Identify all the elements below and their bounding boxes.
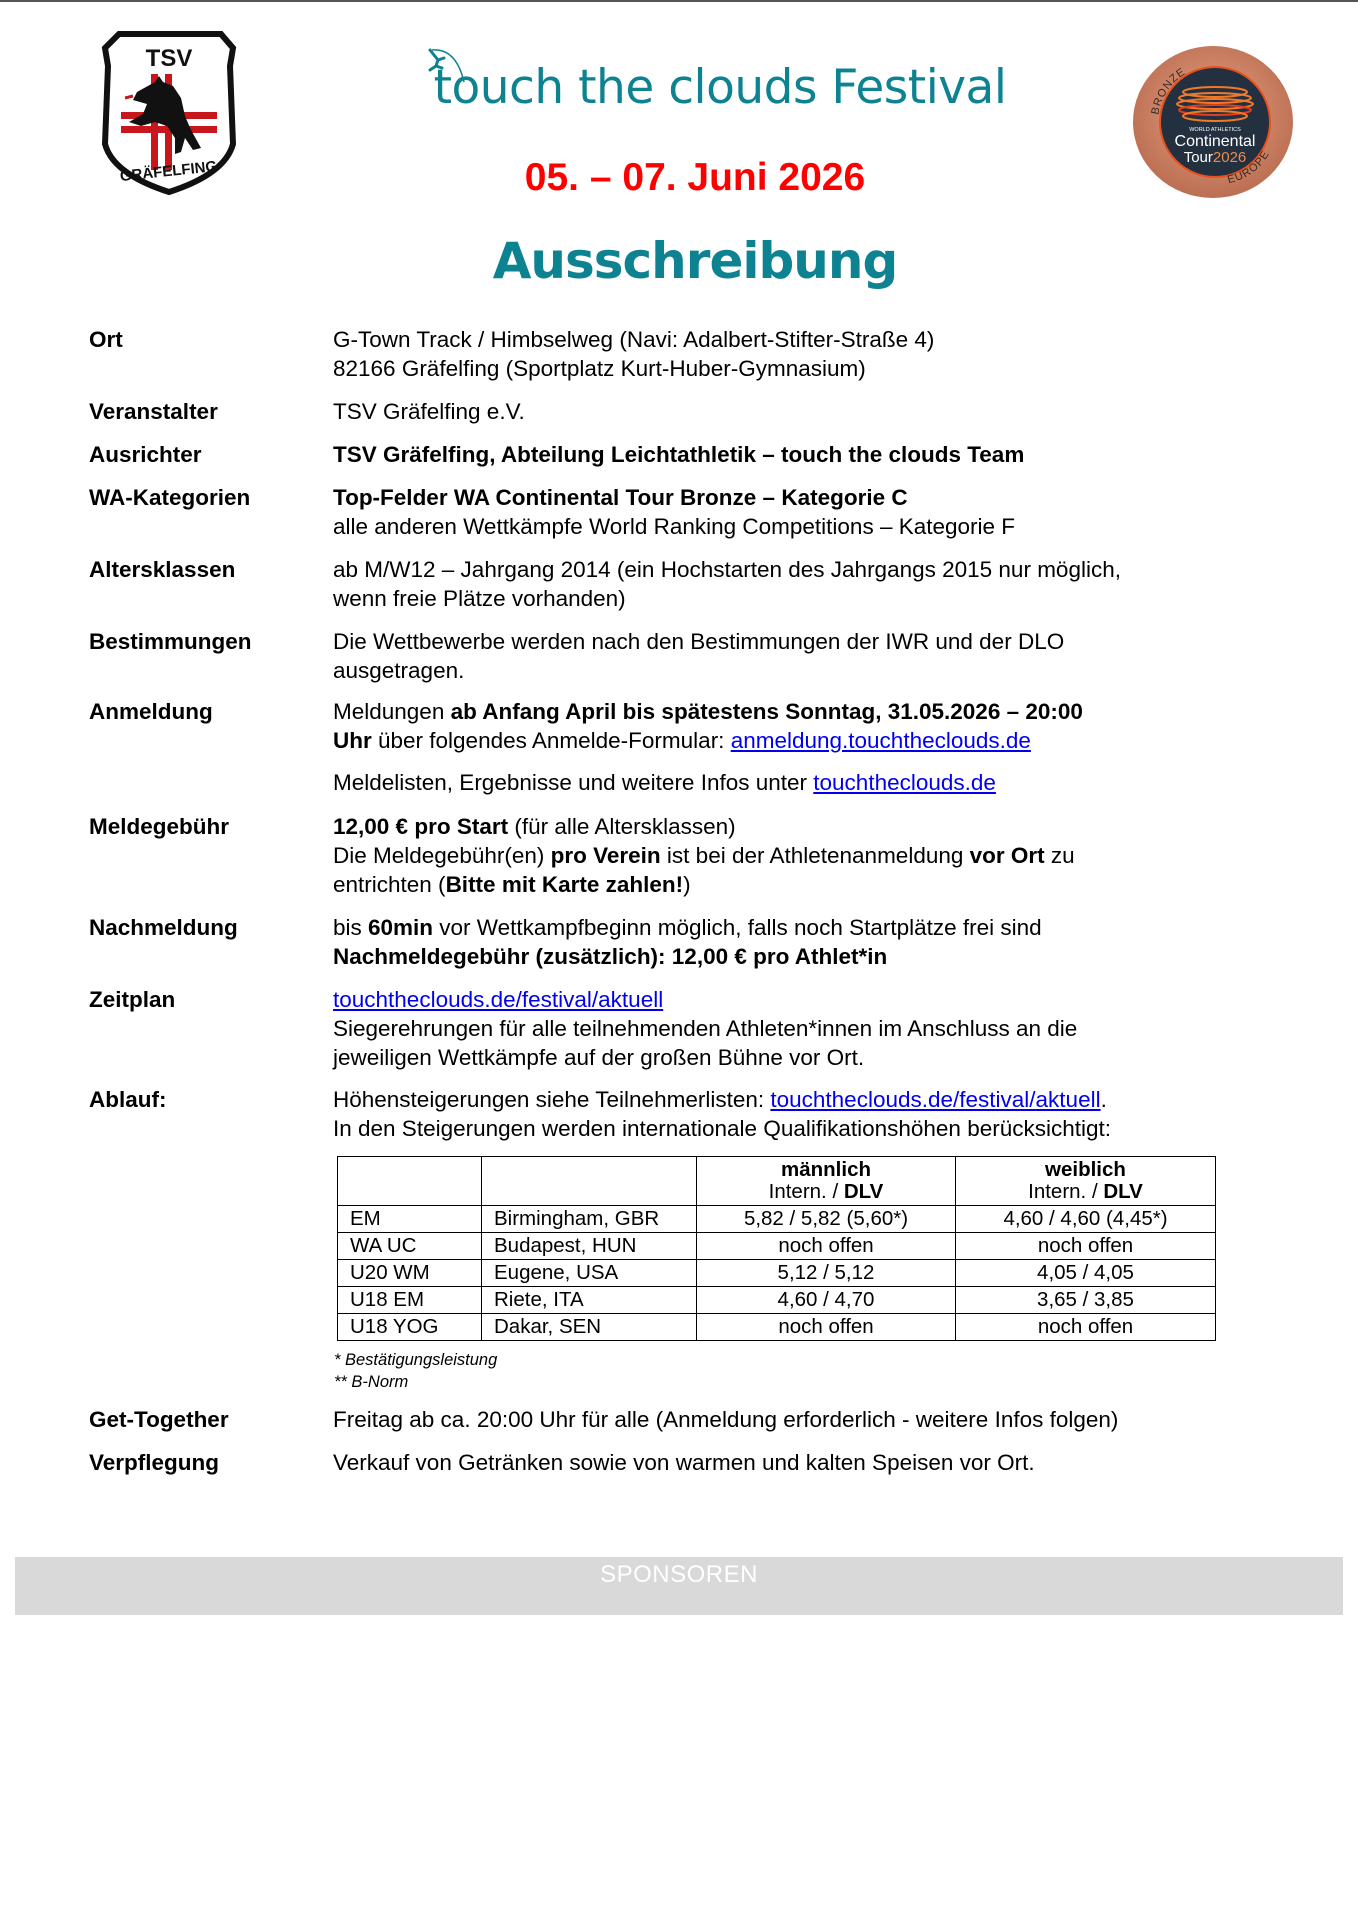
event-date: 05. – 07. Juni 2026 bbox=[524, 156, 866, 199]
mg-l3c: ) bbox=[683, 872, 691, 897]
mg-l2c: ist bei der Athletenanmeldung bbox=[660, 843, 970, 868]
anmeldung-deadline: ab Anfang April bis spätestens Sonntag, 31.05.2026 – 20:00 bbox=[450, 699, 1083, 724]
svg-text:TSV: TSV bbox=[145, 45, 193, 72]
altersklassen-line1: ab M/W12 – Jahrgang 2014 (ein Hochstarten des Jahrgangs 2015 nur möglich, bbox=[333, 557, 1121, 582]
zeitplan-link[interactable]: touchtheclouds.de/festival/aktuell bbox=[333, 987, 664, 1012]
value-altersklassen bbox=[333, 555, 1283, 613]
mg-l2e: zu bbox=[1044, 843, 1075, 868]
ort-city: 82166 Gräfelfing (Sportplatz Kurt-Huber-Gymnasium) bbox=[333, 356, 866, 381]
cell-event: WA UC bbox=[338, 1233, 482, 1260]
value-wa-kategorien bbox=[333, 483, 1283, 541]
cell-male: 5,12 / 5,12 bbox=[697, 1260, 956, 1287]
cell-event: U18 EM bbox=[338, 1287, 482, 1314]
cell-event: EM bbox=[338, 1206, 482, 1233]
nm-l1a: bis bbox=[333, 915, 369, 940]
cell-male: noch offen bbox=[697, 1233, 956, 1260]
bestimmungen-line1: Die Wettbewerbe werden nach den Bestimmungen der IWR und der DLO bbox=[333, 629, 1065, 654]
bestimmungen-line2: ausgetragen. bbox=[333, 658, 465, 683]
label-ablauf: Ablauf: bbox=[89, 1087, 167, 1112]
cell-female: noch offen bbox=[956, 1233, 1216, 1260]
value-verpflegung: Verkauf von Getränken sowie von warmen und kalten Speisen vor Ort. bbox=[333, 1450, 1035, 1475]
nm-l1c: vor Wettkampfbeginn möglich, falls noch Startplätze frei sind bbox=[433, 915, 1042, 940]
cell-male: noch offen bbox=[697, 1314, 956, 1341]
nm-l1b: 60min bbox=[368, 915, 434, 940]
table-row bbox=[338, 1260, 1216, 1287]
label-meldegebuehr: Meldegebühr bbox=[89, 814, 230, 839]
altersklassen-line2: wenn freie Plätze vorhanden) bbox=[333, 586, 626, 611]
svg-text:WORLD ATHLETICS: WORLD ATHLETICS bbox=[1189, 127, 1241, 133]
header-female-title: weiblich bbox=[1045, 1158, 1126, 1181]
nachmeldung-line1 bbox=[333, 913, 1283, 942]
ablauf-line1 bbox=[333, 1085, 1283, 1114]
svg-text:EUROPE: EUROPE bbox=[1226, 148, 1273, 187]
value-anmeldung bbox=[333, 697, 1283, 797]
cell-location: Eugene, USA bbox=[482, 1260, 697, 1287]
cell-female: 4,05 / 4,05 bbox=[956, 1260, 1216, 1287]
mg-l2a: Die Meldegebühr(en) bbox=[333, 843, 551, 868]
header-male bbox=[697, 1157, 956, 1206]
zeitplan-line2: Siegerehrungen für alle teilnehmenden Athleten*innen im Anschluss an die bbox=[333, 1016, 1078, 1041]
value-zeitplan bbox=[333, 985, 1283, 1072]
anmeldung-text-d: über folgendes Anmelde-Formular: bbox=[371, 728, 731, 753]
value-get-together: Freitag ab ca. 20:00 Uhr für alle (Anmeldung erforderlich - weitere Infos folgen) bbox=[333, 1407, 1119, 1432]
svg-text:GRÄFELFING: GRÄFELFING bbox=[119, 157, 218, 186]
cell-location: Riete, ITA bbox=[482, 1287, 697, 1314]
top-border bbox=[0, 0, 1358, 2]
footnote-b-norm: ** B-Norm bbox=[334, 1373, 409, 1391]
header-location bbox=[482, 1157, 697, 1206]
nachmeldung-fee: Nachmeldegebühr (zusätzlich): 12,00 € pro Athlet*in bbox=[333, 944, 888, 969]
meldegebuehr-note: (für alle Altersklassen) bbox=[508, 814, 736, 839]
header-male-sub: Intern. / DLV bbox=[768, 1180, 884, 1203]
label-ort: Ort bbox=[89, 327, 123, 352]
meldegebuehr-line1 bbox=[333, 812, 1283, 841]
continental-tour-bronze-badge bbox=[1130, 44, 1297, 200]
mg-l2d: vor Ort bbox=[969, 843, 1045, 868]
value-meldegebuehr bbox=[333, 812, 1283, 899]
table-row bbox=[338, 1233, 1216, 1260]
header-male-title: männlich bbox=[781, 1158, 871, 1181]
label-altersklassen: Altersklassen bbox=[89, 557, 236, 582]
meldelisten-text bbox=[333, 768, 1283, 797]
label-verpflegung: Verpflegung bbox=[89, 1450, 220, 1475]
ort-address: G-Town Track / Himbselweg (Navi: Adalbert-Stifter-Straße 4) bbox=[333, 327, 935, 352]
qualification-table bbox=[337, 1156, 1216, 1341]
table-row bbox=[338, 1287, 1216, 1314]
value-bestimmungen bbox=[333, 627, 1283, 685]
footnote-bestaetigung: * Bestätigungsleistung bbox=[334, 1351, 498, 1369]
value-nachmeldung bbox=[333, 913, 1283, 971]
mg-l2b: pro Verein bbox=[550, 843, 661, 868]
label-wa-kategorien: WA-Kategorien bbox=[89, 485, 251, 510]
svg-text:Tour2026: Tour2026 bbox=[1183, 149, 1247, 166]
header-female-sub: Intern. / DLV bbox=[1028, 1180, 1143, 1203]
anmeldung-text-a: Meldungen bbox=[333, 699, 451, 724]
ablauf-line2: In den Steigerungen werden internationale Qualifikationshöhen berücksichtigt: bbox=[333, 1116, 1112, 1141]
sponsors-label: SPONSOREN bbox=[600, 1561, 758, 1588]
cell-male: 5,82 / 5,82 (5,60*) bbox=[697, 1206, 956, 1233]
label-veranstalter: Veranstalter bbox=[89, 399, 218, 424]
value-ort bbox=[333, 325, 1283, 383]
mg-l3b: Bitte mit Karte zahlen! bbox=[445, 872, 684, 897]
zeitplan-line3: jeweiligen Wettkämpfe auf der großen Bühne vor Ort. bbox=[333, 1045, 865, 1070]
ablauf-link[interactable]: touchtheclouds.de/festival/aktuell bbox=[770, 1087, 1101, 1112]
anmeldung-text bbox=[333, 697, 1283, 755]
cell-event: U18 YOG bbox=[338, 1314, 482, 1341]
ablauf-l1a: Höhensteigerungen siehe Teilnehmerlisten: bbox=[333, 1087, 771, 1112]
tsv-graefelfing-logo bbox=[97, 26, 242, 196]
label-nachmeldung: Nachmeldung bbox=[89, 915, 238, 940]
header-event bbox=[338, 1157, 482, 1206]
table-row bbox=[338, 1206, 1216, 1233]
svg-text:Continental: Continental bbox=[1174, 133, 1256, 150]
wa-kategorie-f: alle anderen Wettkämpfe World Ranking Competitions – Kategorie F bbox=[333, 514, 1016, 539]
header-female bbox=[956, 1157, 1216, 1206]
meldelisten-text-a: Meldelisten, Ergebnisse und weitere Infos unter bbox=[333, 770, 814, 795]
ablauf-l1c: . bbox=[1100, 1087, 1107, 1112]
festival-title: touch the clouds Festival bbox=[433, 60, 1007, 115]
meldegebuehr-price: 12,00 € pro Start bbox=[333, 814, 509, 839]
cell-location: Birmingham, GBR bbox=[482, 1206, 697, 1233]
cell-location: Dakar, SEN bbox=[482, 1314, 697, 1341]
wa-kategorie-c: Top-Felder WA Continental Tour Bronze – Kategorie C bbox=[333, 485, 908, 510]
mg-l3a: entrichten ( bbox=[333, 872, 446, 897]
meldegebuehr-line3 bbox=[333, 870, 1283, 899]
table-header-row bbox=[338, 1157, 1216, 1206]
table-row bbox=[338, 1314, 1216, 1341]
sponsors-bar bbox=[15, 1557, 1343, 1615]
value-veranstalter: TSV Gräfelfing e.V. bbox=[333, 399, 525, 424]
cell-female: noch offen bbox=[956, 1314, 1216, 1341]
cell-event: U20 WM bbox=[338, 1260, 482, 1287]
anmeldung-form-link[interactable]: anmeldung.touchtheclouds.de bbox=[730, 728, 1031, 753]
cell-location: Budapest, HUN bbox=[482, 1233, 697, 1260]
value-ablauf bbox=[333, 1085, 1283, 1143]
table-footnotes bbox=[334, 1349, 497, 1393]
label-zeitplan: Zeitplan bbox=[89, 987, 176, 1012]
cell-female: 3,65 / 3,85 bbox=[956, 1287, 1216, 1314]
touchtheclouds-link[interactable]: touchtheclouds.de bbox=[813, 770, 996, 795]
value-ausrichter: TSV Gräfelfing, Abteilung Leichtathletik – touch the clouds Team bbox=[333, 442, 1025, 467]
cell-female: 4,60 / 4,60 (4,45*) bbox=[956, 1206, 1216, 1233]
anmeldung-uhr: Uhr bbox=[333, 728, 372, 753]
label-bestimmungen: Bestimmungen bbox=[89, 629, 252, 654]
cell-male: 4,60 / 4,70 bbox=[697, 1287, 956, 1314]
label-anmeldung: Anmeldung bbox=[89, 699, 213, 724]
document-title: Ausschreibung bbox=[492, 232, 898, 290]
svg-text:BRONZE: BRONZE bbox=[1149, 65, 1188, 116]
label-get-together: Get-Together bbox=[89, 1407, 229, 1432]
label-ausrichter: Ausrichter bbox=[89, 442, 202, 467]
meldegebuehr-line2 bbox=[333, 841, 1283, 870]
